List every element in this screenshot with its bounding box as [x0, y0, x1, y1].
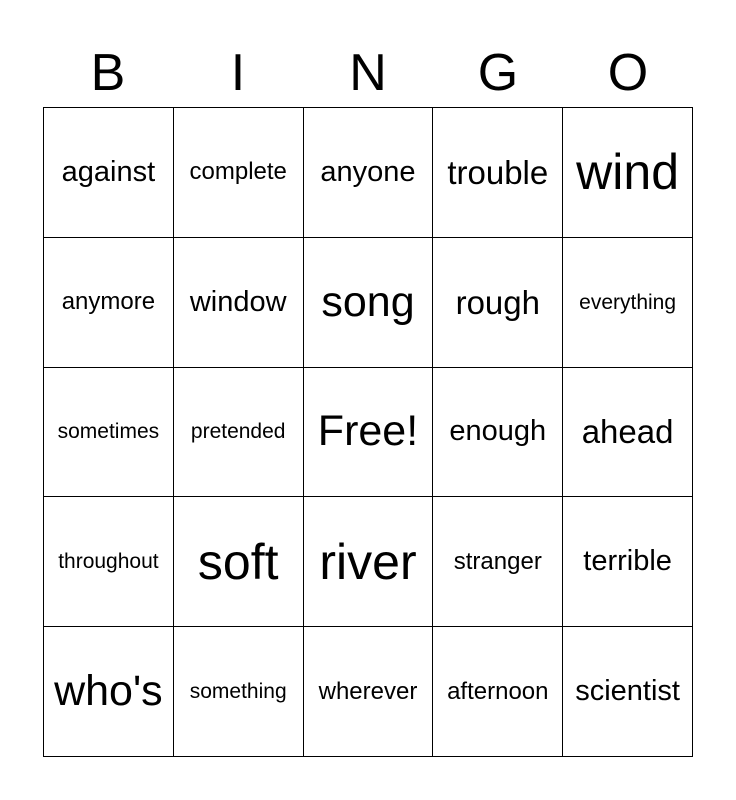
header-letter-n: N — [349, 44, 387, 102]
bingo-cell: song — [304, 238, 434, 368]
bingo-cell: everything — [563, 238, 693, 368]
bingo-cell: stranger — [433, 497, 563, 627]
bingo-cell: against — [44, 108, 174, 238]
bingo-cell: pretended — [174, 368, 304, 498]
bingo-cell: wind — [563, 108, 693, 238]
bingo-cell: enough — [433, 368, 563, 498]
bingo-cell: something — [174, 627, 304, 757]
header-letter-o: O — [607, 44, 649, 102]
bingo-cell: who's — [44, 627, 174, 757]
header-letter-b: B — [90, 44, 126, 102]
header-letter-i: I — [230, 44, 246, 102]
bingo-cell: afternoon — [433, 627, 563, 757]
free-space-cell: Free! — [304, 368, 434, 498]
bingo-cell: river — [304, 497, 434, 627]
header-letter-g: G — [477, 44, 519, 102]
bingo-cell: throughout — [44, 497, 174, 627]
bingo-cell: wherever — [304, 627, 434, 757]
bingo-cell: ahead — [563, 368, 693, 498]
bingo-cell: rough — [433, 238, 563, 368]
bingo-cell: window — [174, 238, 304, 368]
bingo-cell: anyone — [304, 108, 434, 238]
bingo-card-grid — [43, 107, 693, 757]
bingo-cell: scientist — [563, 627, 693, 757]
bingo-header — [43, 40, 693, 106]
bingo-cell: sometimes — [44, 368, 174, 498]
bingo-cell: terrible — [563, 497, 693, 627]
bingo-cell: soft — [174, 497, 304, 627]
bingo-cell: complete — [174, 108, 304, 238]
bingo-cell: anymore — [44, 238, 174, 368]
bingo-cell: trouble — [433, 108, 563, 238]
